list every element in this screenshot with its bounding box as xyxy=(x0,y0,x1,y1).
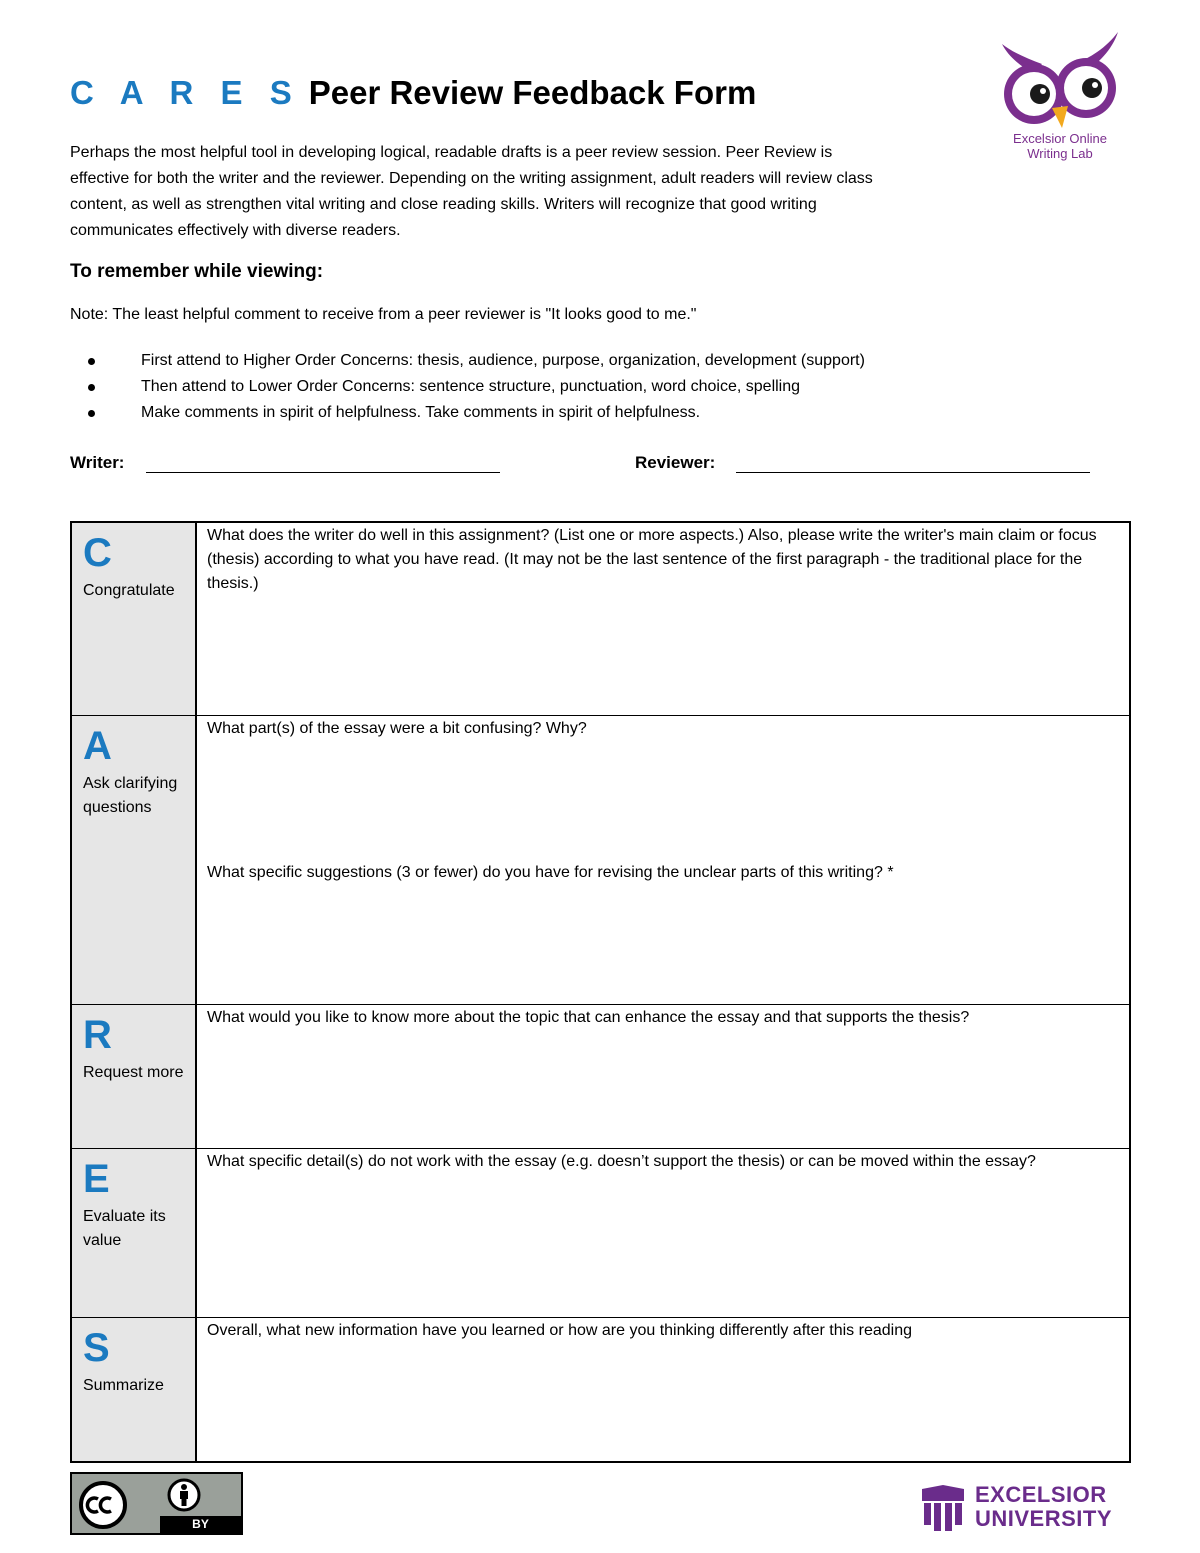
university-shield-icon xyxy=(918,1483,968,1535)
row-prompt: What part(s) of the essay were a bit confusing? Why? xyxy=(207,720,587,737)
list-item xyxy=(88,400,865,426)
concerns-list xyxy=(88,348,865,426)
letter-cell xyxy=(72,716,197,1004)
row-word: Evaluate its value xyxy=(83,1208,166,1249)
table-row-summarize xyxy=(72,1317,1129,1461)
logo-caption xyxy=(980,131,1140,161)
university-name-line1: EXCELSIOR xyxy=(975,1482,1107,1507)
row-prompt: What does the writer do well in this assignment? (List one or more aspects.) Also, please write the writer's main claim or focus (thesis) according to what you have read. (It may not be the last sentence of the first paragraph - the traditional place for the thesis.) xyxy=(207,527,1097,592)
university-name-line2: UNIVERSITY xyxy=(975,1506,1113,1531)
table-row-request xyxy=(72,1004,1129,1148)
row-word: Congratulate xyxy=(83,582,175,599)
list-item-text: First attend to Higher Order Concerns: thesis, audience, purpose, organization, development (support) xyxy=(141,352,865,369)
remember-heading: To remember while viewing: xyxy=(70,261,324,282)
university-wordmark xyxy=(975,1483,1112,1531)
bullet-icon xyxy=(88,384,95,391)
intro-paragraph: Perhaps the most helpful tool in developing logical, readable drafts is a peer review session. Peer Review is effective for both the writer and the reviewer. Depending on the writing assignment, adult readers will review class content, as well as strengthen vital writing and close reading skills. Writers will recognize that good writing communicates effectively with diverse readers. xyxy=(70,144,873,239)
letter-cell xyxy=(72,523,197,715)
list-item-text: Make comments in spirit of helpfulness. Take comments in spirit of helpfulness. xyxy=(141,404,701,421)
note-text: Note: The least helpful comment to receive from a peer reviewer is "It looks good to me." xyxy=(70,306,697,323)
response-area-congratulate[interactable] xyxy=(197,523,1129,715)
response-area-request[interactable] xyxy=(197,1005,1129,1148)
row-word: Ask clarifying questions xyxy=(83,775,178,816)
letter-cell xyxy=(72,1318,197,1461)
logo-caption-line1: Excelsior Online xyxy=(1013,131,1107,146)
row-letter: R xyxy=(83,1013,112,1057)
list-item-text: Then attend to Lower Order Concerns: sentence structure, punctuation, word choice, spelling xyxy=(141,378,801,395)
row-letter: S xyxy=(83,1326,110,1370)
letter-cell xyxy=(72,1005,197,1148)
row-letter: A xyxy=(83,724,112,768)
attribution-person-icon xyxy=(167,1478,201,1512)
reviewer-label: Reviewer: xyxy=(635,453,716,472)
response-area-ask[interactable] xyxy=(197,716,1129,1004)
row-word: Summarize xyxy=(83,1377,164,1394)
page-title xyxy=(70,74,756,112)
row-letter: E xyxy=(83,1157,110,1201)
row-prompt: What would you like to know more about the topic that can enhance the essay and that supports the thesis? xyxy=(207,1009,970,1026)
logo-caption-line2: Writing Lab xyxy=(1027,146,1093,161)
table-row-congratulate xyxy=(72,523,1129,715)
row-prompt: Overall, what new information have you learned or how are you thinking differently after this reading xyxy=(207,1322,912,1339)
bullet-icon xyxy=(88,358,95,365)
response-area-summarize[interactable] xyxy=(197,1318,1129,1461)
row-word: Request more xyxy=(83,1064,184,1081)
writer-field[interactable] xyxy=(146,472,500,473)
writer-label: Writer: xyxy=(70,453,125,472)
response-area-evaluate[interactable] xyxy=(197,1149,1129,1317)
list-item xyxy=(88,348,865,374)
cc-by-badge[interactable] xyxy=(70,1472,243,1535)
list-item xyxy=(88,374,865,400)
cares-table xyxy=(70,521,1131,1463)
letter-cell xyxy=(72,1149,197,1317)
cares-acronym: C A R E S xyxy=(70,74,301,111)
creative-commons-icon xyxy=(78,1480,128,1530)
cc-by-label: BY xyxy=(160,1516,241,1533)
reviewer-field[interactable] xyxy=(736,472,1090,473)
row-letter: C xyxy=(83,531,112,575)
row-prompt: What specific detail(s) do not work with the essay (e.g. doesn’t support the thesis) or can be moved within the essay? xyxy=(207,1153,1036,1170)
table-row-ask xyxy=(72,715,1129,1004)
row-prompt-secondary: What specific suggestions (3 or fewer) do you have for revising the unclear parts of this writing? * xyxy=(207,864,894,881)
bullet-icon xyxy=(88,410,95,417)
form-title: Peer Review Feedback Form xyxy=(308,74,757,111)
table-row-evaluate xyxy=(72,1148,1129,1317)
